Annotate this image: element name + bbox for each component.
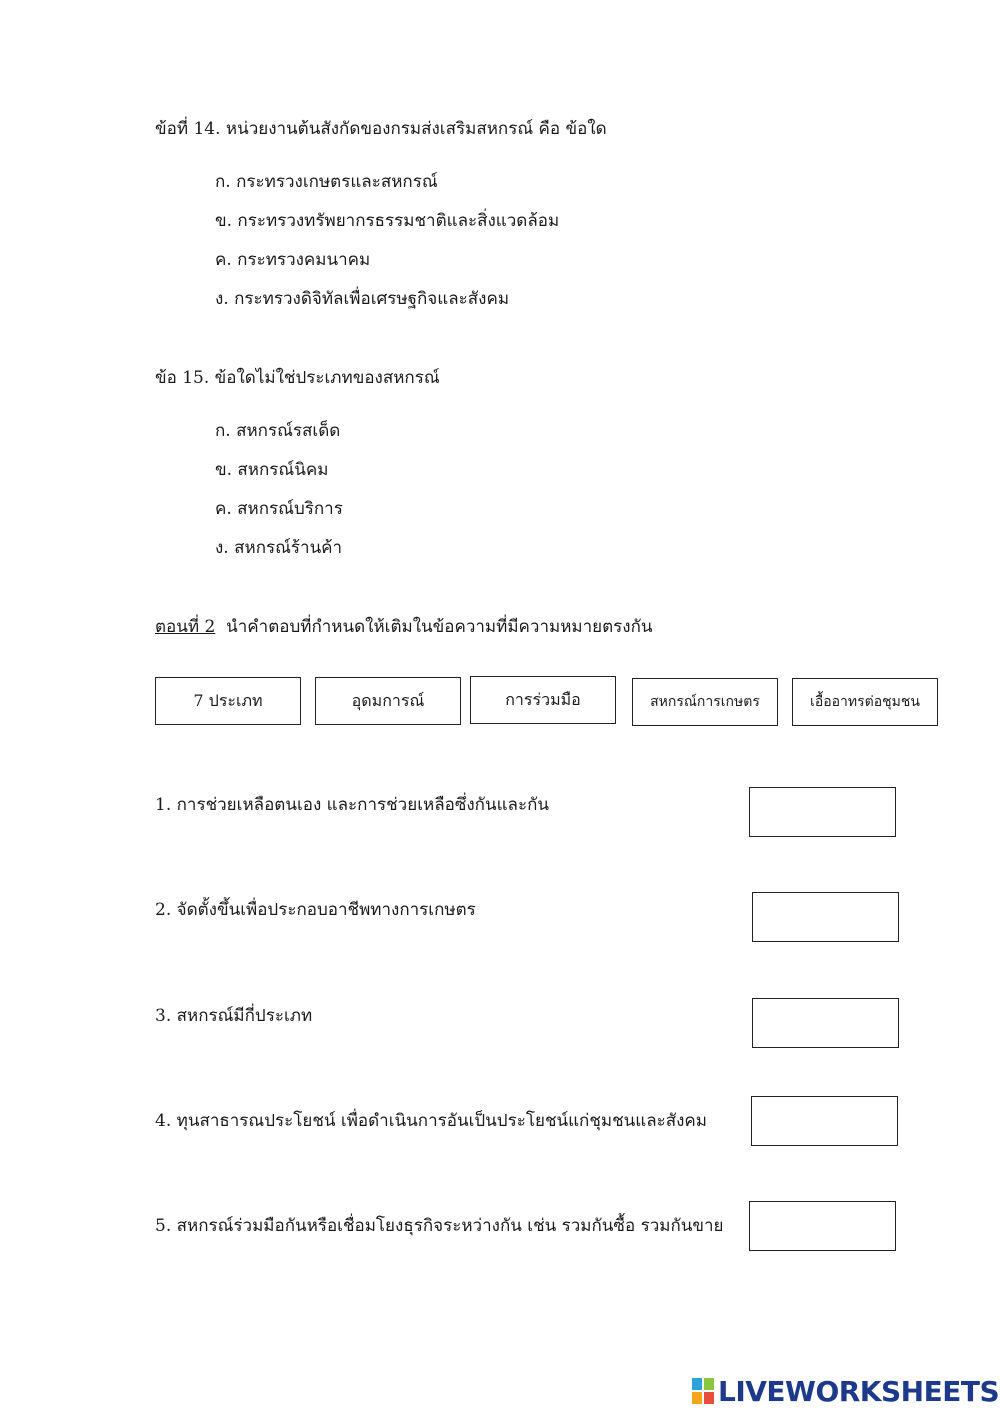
match-item-4: 4. ทุนสาธารณประโยชน์ เพื่อดำเนินการอันเป็นประโยชน์แก่ชุมชนและสังคม: [155, 1111, 708, 1131]
match-item-1: 1. การช่วยเหลือตนเอง และการช่วยเหลือซึ่งกันและกัน: [155, 795, 550, 815]
answer-box-2[interactable]: [752, 892, 899, 942]
liveworksheets-logo-icon: [692, 1378, 714, 1404]
answer-box-1[interactable]: [749, 787, 896, 837]
word-bank-item-2[interactable]: อุดมการณ์: [315, 677, 461, 725]
q15-option-a: ก. สหกรณ์รสเด็ด: [215, 421, 341, 441]
q14-option-c: ค. กระทรวงคมนาคม: [215, 250, 371, 270]
word-bank-item-5[interactable]: เอื้ออาทรต่อชุมชน: [792, 678, 938, 726]
liveworksheets-logo: [692, 1374, 999, 1408]
answer-box-5[interactable]: [749, 1201, 896, 1251]
word-bank-item-3[interactable]: การร่วมมือ: [470, 676, 616, 724]
question-15: ข้อ 15. ข้อใดไม่ใช่ประเภทของสหกรณ์: [155, 368, 440, 388]
word-bank-item-1[interactable]: 7 ประเภท: [155, 677, 301, 725]
word-bank-item-4[interactable]: สหกรณ์การเกษตร: [632, 678, 778, 726]
q15-option-c: ค. สหกรณ์บริการ: [215, 499, 343, 519]
answer-box-3[interactable]: [752, 998, 899, 1048]
part2-label: ตอนที่ 2: [155, 617, 216, 637]
q15-option-b: ข. สหกรณ์นิคม: [215, 460, 329, 480]
part2-instruction: นำคำตอบที่กำหนดให้เติมในข้อความที่มีความหมายตรงกัน: [226, 617, 653, 637]
question-14: ข้อที่ 14. หน่วยงานต้นสังกัดของกรมส่งเสริมสหกรณ์ คือ ข้อใด: [155, 119, 607, 139]
match-item-2: 2. จัดตั้งขึ้นเพื่อประกอบอาชีพทางการเกษตร: [155, 900, 476, 920]
match-item-3: 3. สหกรณ์มีกี่ประเภท: [155, 1006, 313, 1026]
part2-heading: [155, 616, 653, 638]
q14-option-d: ง. กระทรวงดิจิทัลเพื่อเศรษฐกิจและสังคม: [215, 289, 510, 309]
q14-option-b: ข. กระทรวงทรัพยากรธรรมชาติและสิ่งแวดล้อม: [215, 211, 560, 231]
answer-box-4[interactable]: [751, 1096, 898, 1146]
q15-option-d: ง. สหกรณ์ร้านค้า: [215, 538, 343, 558]
q14-option-a: ก. กระทรวงเกษตรและสหกรณ์: [215, 172, 438, 192]
match-item-5: 5. สหกรณ์ร่วมมือกันหรือเชื่อมโยงธุรกิจระหว่างกัน เช่น รวมกันซื้อ รวมกันขาย: [155, 1216, 724, 1236]
liveworksheets-logo-text: LIVEWORKSHEETS: [718, 1374, 1000, 1408]
